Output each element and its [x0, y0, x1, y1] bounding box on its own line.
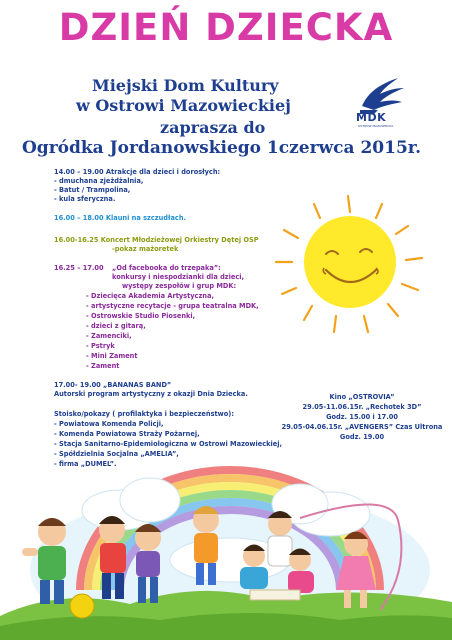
program-attraction-item: - dmuchana zjeżdżalnia, [54, 177, 144, 185]
program-attraction-item: - kula sferyczna. [54, 195, 116, 203]
program-facebook-line: konkursy i niespodzianki dla dzieci, [112, 273, 245, 281]
sun-illustration [270, 190, 430, 340]
program-stand-item: - Spółdzielnia Socjalna „AMELIA”, [54, 450, 179, 458]
kino-line: Godz. 19.00 [339, 433, 385, 441]
poster-title: DZIEŃ DZIECKA [58, 6, 394, 49]
program-facebook-time: 16.25 – 17.00 [54, 264, 104, 272]
program-performer-item: - Zamenciki, [86, 332, 132, 340]
program-performer-item: - Pstryk [86, 342, 115, 350]
program-stand-item: - firma „DUMEL”. [54, 460, 117, 468]
intro-line-3: zaprasza do [160, 118, 266, 137]
program-performer-item: - dzieci z gitarą, [86, 322, 146, 330]
intro-line-4: Ogródka Jordanowskiego 1czerwca 2015r. [22, 138, 422, 158]
program-band-line: Autorski program artystyczny z okazji Dnia Dziecka. [54, 390, 248, 398]
program-facebook-line: „Od facebooka do trzepaka”: [112, 264, 221, 272]
program-facebook-line: występy zespołów i grup MDK: [122, 282, 237, 290]
intro-line-2: w Ostrowi Mazowieckiej [76, 96, 291, 115]
program-stand-item: - Powiatowa Komenda Policji, [54, 420, 164, 428]
program-attraction-item: - Batut / Trampolina, [54, 186, 131, 194]
program-stand-item: - Stacja Sanitarno-Epidemiologiczna w Ostrowi Mazowieckiej, [54, 440, 283, 448]
program-stands-heading: Stoisko/pokazy ( profilaktyka i bezpieczeństwo): [54, 410, 234, 418]
program-performer-item: - Zament [86, 362, 120, 370]
program-clowns: 16.00 – 18.00 Klauni na szczudłach. [54, 214, 187, 222]
kino-line: 29.05-11.06.15r. „Rechotek 3D” [302, 403, 422, 411]
kino-line: 29.05-04.06.15r. „AVENGERS” Czas Ultrona [281, 423, 443, 431]
logo-subtitle: OSTRÓW MAZOWIECKA [358, 124, 394, 128]
kino-title: Kino „OSTROVIA” [329, 393, 395, 401]
program-performer-item: - Ostrowskie Studio Piosenki, [86, 312, 196, 320]
intro-line-1: Miejski Dom Kultury [92, 76, 279, 95]
program-band-heading: 17.00- 19.00 „BANANAS BAND” [54, 381, 172, 389]
program-concert: 16.00-16.25 Koncert Młodzieżowej Orkiestry Dętej OSP [54, 236, 259, 244]
program-performer-item: - Dziecięca Akademia Artystyczna, [86, 292, 214, 300]
kino-line: Godz. 15.00 i 17.00 [326, 413, 398, 421]
program-attractions-heading: 14.00 – 19.00 Atrakcje dla dzieci i dorosłych: [54, 168, 221, 176]
program-concert-sub: -pokaz mażoretek [112, 245, 179, 253]
logo-text: MDK [356, 111, 387, 124]
children-scene-illustration [0, 420, 452, 640]
program-performer-item: - artystyczne recytacje - grupa teatralna MDK, [86, 302, 259, 310]
program-performer-item: - Mini Zament [86, 352, 138, 360]
program-stand-item: - Komenda Powiatowa Straży Pożarnej, [54, 430, 200, 438]
